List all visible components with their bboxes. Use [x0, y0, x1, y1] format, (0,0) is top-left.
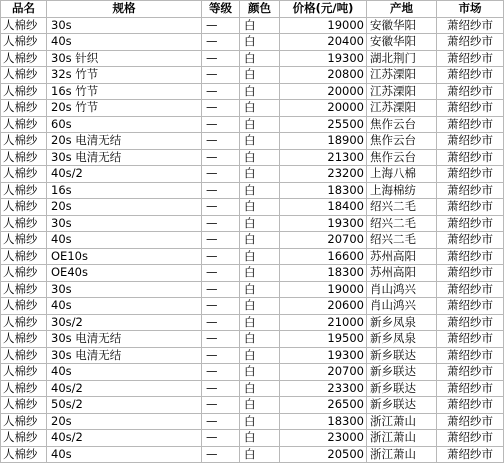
cell-product-name: 人棉纱: [1, 232, 47, 249]
cell-color: 白: [240, 413, 280, 430]
cell-grade: —: [202, 298, 240, 315]
cell-product-name: 人棉纱: [1, 380, 47, 397]
table-row: [1, 364, 504, 381]
cell-price: 20000: [280, 100, 367, 117]
cell-origin: 新乡联达: [367, 364, 437, 381]
cell-color: 白: [240, 199, 280, 216]
cell-grade: —: [202, 100, 240, 117]
cell-color: 白: [240, 347, 280, 364]
header-row: [1, 1, 504, 18]
cell-price: 18300: [280, 413, 367, 430]
cell-color: 白: [240, 50, 280, 67]
cell-product-name: 人棉纱: [1, 100, 47, 117]
cell-market: 萧绍纱市: [437, 298, 504, 315]
cell-product-name: 人棉纱: [1, 314, 47, 331]
cell-color: 白: [240, 17, 280, 34]
cell-spec: 20s 电清无结: [47, 133, 202, 150]
cell-origin: 湖北荆门: [367, 50, 437, 67]
cell-grade: —: [202, 83, 240, 100]
table-row: [1, 380, 504, 397]
cell-color: 白: [240, 248, 280, 265]
cell-color: 白: [240, 364, 280, 381]
cell-origin: 焦作云台: [367, 149, 437, 166]
cell-origin: 新乡凤泉: [367, 331, 437, 348]
cell-origin: 绍兴二毛: [367, 215, 437, 232]
cell-spec: 30s: [47, 281, 202, 298]
cell-market: 萧绍纱市: [437, 364, 504, 381]
cell-spec: OE40s: [47, 265, 202, 282]
cell-price: 23200: [280, 166, 367, 183]
cell-spec: 30s: [47, 17, 202, 34]
table-row: [1, 331, 504, 348]
table-row: [1, 446, 504, 463]
cell-price: 18300: [280, 265, 367, 282]
cell-product-name: 人棉纱: [1, 347, 47, 364]
cell-color: 白: [240, 314, 280, 331]
cell-spec: 16s 竹节: [47, 83, 202, 100]
table-row: [1, 281, 504, 298]
cell-spec: OE10s: [47, 248, 202, 265]
header-grade: 等级: [202, 1, 240, 18]
cell-spec: 30s 针织: [47, 50, 202, 67]
cell-market: 萧绍纱市: [437, 314, 504, 331]
header-market: 市场: [437, 1, 504, 18]
cell-market: 萧绍纱市: [437, 50, 504, 67]
cell-market: 萧绍纱市: [437, 67, 504, 84]
cell-color: 白: [240, 149, 280, 166]
cell-price: 20800: [280, 67, 367, 84]
cell-product-name: 人棉纱: [1, 364, 47, 381]
table-row: [1, 166, 504, 183]
cell-market: 萧绍纱市: [437, 413, 504, 430]
cell-grade: —: [202, 34, 240, 51]
table-row: [1, 83, 504, 100]
cell-grade: —: [202, 430, 240, 447]
cell-market: 萧绍纱市: [437, 347, 504, 364]
cell-color: 白: [240, 83, 280, 100]
cell-spec: 40s: [47, 446, 202, 463]
cell-product-name: 人棉纱: [1, 67, 47, 84]
cell-price: 26500: [280, 397, 367, 414]
cell-price: 23300: [280, 380, 367, 397]
cell-grade: —: [202, 133, 240, 150]
cell-origin: 肖山鸿兴: [367, 281, 437, 298]
cell-color: 白: [240, 182, 280, 199]
cell-price: 19300: [280, 347, 367, 364]
cell-product-name: 人棉纱: [1, 430, 47, 447]
cell-origin: 绍兴二毛: [367, 199, 437, 216]
cell-product-name: 人棉纱: [1, 215, 47, 232]
cell-price: 16600: [280, 248, 367, 265]
cell-color: 白: [240, 100, 280, 117]
cell-product-name: 人棉纱: [1, 281, 47, 298]
cell-price: 20700: [280, 364, 367, 381]
cell-origin: 焦作云台: [367, 133, 437, 150]
header-price: 价格(元/吨): [280, 1, 367, 18]
header-product-name: 品名: [1, 1, 47, 18]
cell-origin: 苏州高阳: [367, 265, 437, 282]
cell-grade: —: [202, 149, 240, 166]
table-row: [1, 50, 504, 67]
cell-color: 白: [240, 331, 280, 348]
cell-market: 萧绍纱市: [437, 281, 504, 298]
cell-spec: 60s: [47, 116, 202, 133]
cell-price: 21000: [280, 314, 367, 331]
cell-spec: 30s 电清无结: [47, 331, 202, 348]
cell-origin: 苏州高阳: [367, 248, 437, 265]
cell-grade: —: [202, 199, 240, 216]
cell-origin: 新乡凤泉: [367, 314, 437, 331]
cell-color: 白: [240, 133, 280, 150]
cell-color: 白: [240, 430, 280, 447]
cell-grade: —: [202, 67, 240, 84]
table-row: [1, 133, 504, 150]
cell-grade: —: [202, 248, 240, 265]
table-row: [1, 149, 504, 166]
cell-market: 萧绍纱市: [437, 17, 504, 34]
cell-spec: 50s/2: [47, 397, 202, 414]
cell-price: 20700: [280, 232, 367, 249]
cell-product-name: 人棉纱: [1, 182, 47, 199]
cell-color: 白: [240, 215, 280, 232]
cell-origin: 新乡联达: [367, 397, 437, 414]
cell-price: 20600: [280, 298, 367, 315]
table-row: [1, 314, 504, 331]
cell-market: 萧绍纱市: [437, 248, 504, 265]
cell-price: 18400: [280, 199, 367, 216]
cell-product-name: 人棉纱: [1, 397, 47, 414]
table-row: [1, 265, 504, 282]
table-header: [1, 1, 504, 18]
cell-market: 萧绍纱市: [437, 265, 504, 282]
cell-spec: 40s/2: [47, 430, 202, 447]
table-row: [1, 232, 504, 249]
cell-price: 19000: [280, 281, 367, 298]
cell-product-name: 人棉纱: [1, 446, 47, 463]
cell-market: 萧绍纱市: [437, 34, 504, 51]
table-row: [1, 199, 504, 216]
cell-spec: 40s/2: [47, 166, 202, 183]
cell-color: 白: [240, 67, 280, 84]
header-spec: 规格: [47, 1, 202, 18]
cell-price: 23000: [280, 430, 367, 447]
cell-color: 白: [240, 281, 280, 298]
cell-origin: 安徽华阳: [367, 17, 437, 34]
cell-grade: —: [202, 446, 240, 463]
cell-spec: 40s: [47, 232, 202, 249]
cell-product-name: 人棉纱: [1, 331, 47, 348]
cell-origin: 浙江萧山: [367, 413, 437, 430]
cell-price: 20000: [280, 83, 367, 100]
cell-color: 白: [240, 446, 280, 463]
cell-product-name: 人棉纱: [1, 116, 47, 133]
cell-grade: —: [202, 232, 240, 249]
cell-product-name: 人棉纱: [1, 83, 47, 100]
cell-product-name: 人棉纱: [1, 133, 47, 150]
cell-spec: 30s: [47, 215, 202, 232]
cell-price: 19500: [280, 331, 367, 348]
cell-price: 19300: [280, 50, 367, 67]
cell-origin: 上海棉纺: [367, 182, 437, 199]
table-row: [1, 248, 504, 265]
cell-price: 18300: [280, 182, 367, 199]
cell-grade: —: [202, 182, 240, 199]
cell-grade: —: [202, 397, 240, 414]
cell-price: 21300: [280, 149, 367, 166]
table-row: [1, 397, 504, 414]
cell-color: 白: [240, 298, 280, 315]
cell-market: 萧绍纱市: [437, 232, 504, 249]
header-origin: 产地: [367, 1, 437, 18]
cell-spec: 16s: [47, 182, 202, 199]
table-row: [1, 430, 504, 447]
cell-grade: —: [202, 281, 240, 298]
cell-color: 白: [240, 380, 280, 397]
cell-origin: 焦作云台: [367, 116, 437, 133]
cell-spec: 20s: [47, 199, 202, 216]
cell-product-name: 人棉纱: [1, 265, 47, 282]
cell-spec: 40s: [47, 34, 202, 51]
table-row: [1, 116, 504, 133]
cell-spec: 32s 竹节: [47, 67, 202, 84]
cell-spec: 20s: [47, 413, 202, 430]
cell-color: 白: [240, 166, 280, 183]
cell-origin: 浙江萧山: [367, 430, 437, 447]
table-row: [1, 67, 504, 84]
cell-origin: 上海八棉: [367, 166, 437, 183]
cell-grade: —: [202, 347, 240, 364]
cell-product-name: 人棉纱: [1, 149, 47, 166]
table-row: [1, 347, 504, 364]
cell-grade: —: [202, 364, 240, 381]
cell-market: 萧绍纱市: [437, 380, 504, 397]
cell-origin: 浙江萧山: [367, 446, 437, 463]
cell-grade: —: [202, 380, 240, 397]
cell-market: 萧绍纱市: [437, 446, 504, 463]
cell-origin: 江苏溧阳: [367, 100, 437, 117]
cell-color: 白: [240, 116, 280, 133]
cell-market: 萧绍纱市: [437, 116, 504, 133]
table-row: [1, 17, 504, 34]
cell-market: 萧绍纱市: [437, 100, 504, 117]
cell-product-name: 人棉纱: [1, 17, 47, 34]
cell-market: 萧绍纱市: [437, 149, 504, 166]
cell-grade: —: [202, 17, 240, 34]
cell-origin: 肖山鸿兴: [367, 298, 437, 315]
cell-spec: 30s 电清无结: [47, 347, 202, 364]
cell-origin: 江苏溧阳: [367, 67, 437, 84]
cell-market: 萧绍纱市: [437, 133, 504, 150]
cell-price: 20400: [280, 34, 367, 51]
cell-market: 萧绍纱市: [437, 83, 504, 100]
table-row: [1, 413, 504, 430]
cell-spec: 40s/2: [47, 380, 202, 397]
table-row: [1, 298, 504, 315]
cell-product-name: 人棉纱: [1, 199, 47, 216]
table-row: [1, 215, 504, 232]
cell-product-name: 人棉纱: [1, 166, 47, 183]
cell-origin: 新乡联达: [367, 347, 437, 364]
cell-price: 25500: [280, 116, 367, 133]
cell-product-name: 人棉纱: [1, 248, 47, 265]
cell-product-name: 人棉纱: [1, 413, 47, 430]
cell-price: 19000: [280, 17, 367, 34]
table-body: [1, 17, 504, 463]
cell-grade: —: [202, 50, 240, 67]
cell-grade: —: [202, 314, 240, 331]
cell-spec: 20s 竹节: [47, 100, 202, 117]
cell-price: 20500: [280, 446, 367, 463]
cell-spec: 30s 电清无结: [47, 149, 202, 166]
cell-origin: 安徽华阳: [367, 34, 437, 51]
cell-grade: —: [202, 331, 240, 348]
cell-product-name: 人棉纱: [1, 298, 47, 315]
cell-product-name: 人棉纱: [1, 50, 47, 67]
cell-origin: 江苏溧阳: [367, 83, 437, 100]
cell-grade: —: [202, 215, 240, 232]
cell-color: 白: [240, 265, 280, 282]
cell-market: 萧绍纱市: [437, 182, 504, 199]
cell-price: 18900: [280, 133, 367, 150]
cell-origin: 绍兴二毛: [367, 232, 437, 249]
table-row: [1, 182, 504, 199]
cell-product-name: 人棉纱: [1, 34, 47, 51]
cell-market: 萧绍纱市: [437, 166, 504, 183]
cell-spec: 40s: [47, 364, 202, 381]
cell-market: 萧绍纱市: [437, 397, 504, 414]
cell-price: 19300: [280, 215, 367, 232]
table-row: [1, 34, 504, 51]
cell-market: 萧绍纱市: [437, 430, 504, 447]
cell-spec: 40s: [47, 298, 202, 315]
cell-market: 萧绍纱市: [437, 215, 504, 232]
cell-grade: —: [202, 116, 240, 133]
header-color: 颜色: [240, 1, 280, 18]
cell-grade: —: [202, 413, 240, 430]
cell-spec: 30s/2: [47, 314, 202, 331]
cell-origin: 新乡联达: [367, 380, 437, 397]
cell-color: 白: [240, 232, 280, 249]
cell-market: 萧绍纱市: [437, 331, 504, 348]
cell-grade: —: [202, 166, 240, 183]
cell-color: 白: [240, 397, 280, 414]
cell-market: 萧绍纱市: [437, 199, 504, 216]
table-row: [1, 100, 504, 117]
cell-color: 白: [240, 34, 280, 51]
cell-grade: —: [202, 265, 240, 282]
